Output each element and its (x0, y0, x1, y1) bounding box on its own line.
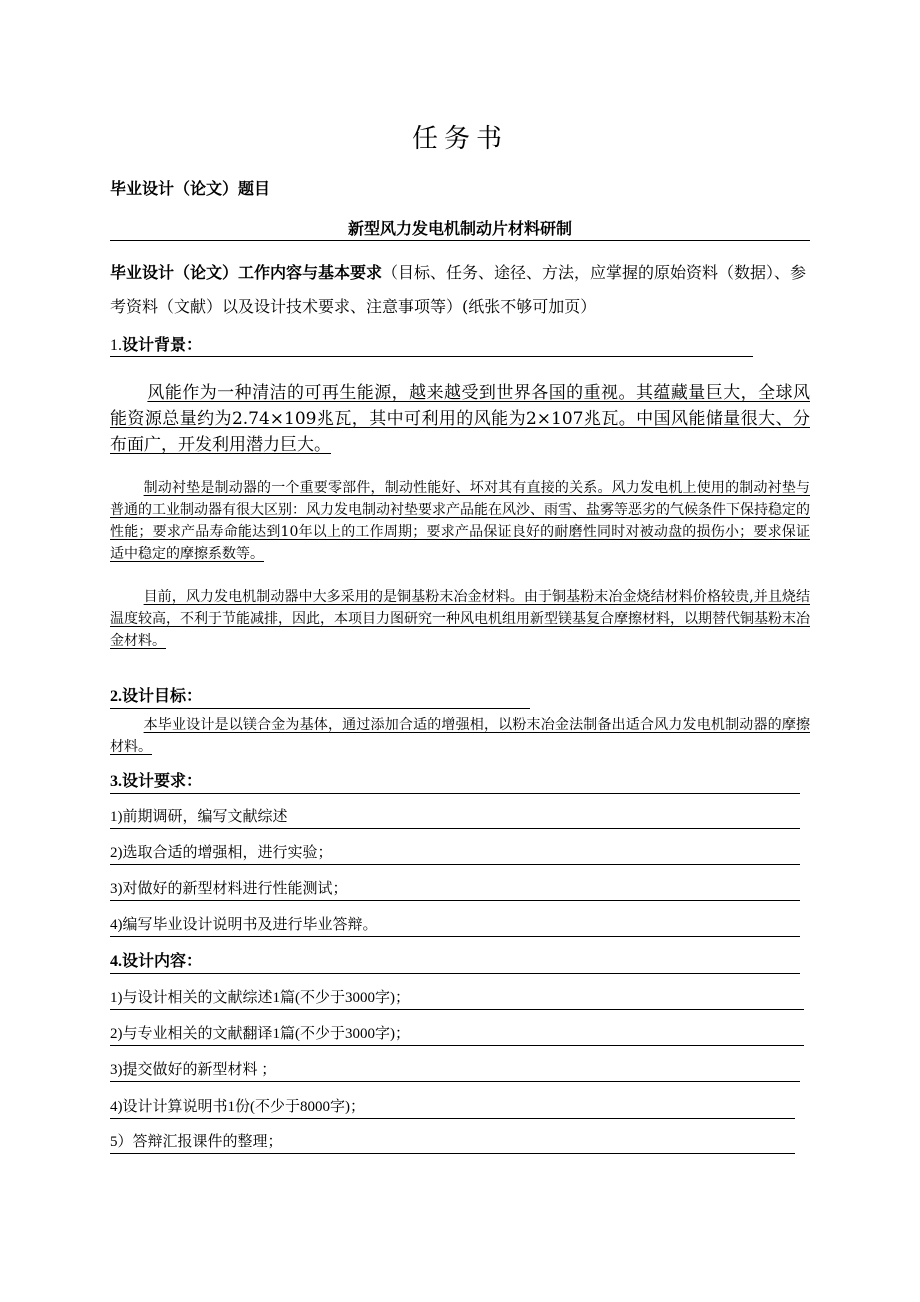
goal-text: 本毕业设计是以镁合金为基体，通过添加合适的增强相，以粉末冶金法制备出适合风力发电机制动器的摩擦材料。 (110, 717, 810, 755)
list-item: 4)设计计算说明书1份(不少于8000字)； (110, 1096, 795, 1119)
document-title: 任务书 (411, 124, 508, 154)
section-requirements-heading: 3.设计要求： (110, 771, 800, 794)
background-paragraph: 制动衬垫是制动器的一个重要零部件，制动性能好、坏对其有直接的关系。风力发电机上使用的制动衬垫与普通的工业制动器有很大区别：风力发电制动衬垫要求产品能在风沙、雨雪、盐雾等恶劣的气候条件下保持稳定的性能；要求产品寿命能达到10年以上的工作周期；要求产品保证良好的耐磨性同时对被动盘的损伤小；要求保证适中稳定的摩擦系数等。 (110, 480, 810, 562)
list-item: 1)与设计相关的文献综述1篇(不少于3000字)； (110, 987, 804, 1010)
background-paragraph: 目前，风力发电机制动器中大多采用的是铜基粉末冶金材料。由于铜基粉末冶金烧结材料价格较贵,并且烧结温度较高，不利于节能减排，因此，本项目力图研究一种风电机组用新型镁基复合摩擦材料，以期替代铜基粉末冶金材料。 (110, 589, 810, 649)
requirements-heading: 毕业设计（论文）工作内容与基本要求 (110, 263, 383, 282)
background-paragraph: 风能作为一种清洁的可再生能源，越来越受到世界各国的重视。其蕴藏量巨大，全球风能资源总量约为2.74×109兆瓦，其中可利用的风能为2×107兆瓦。中国风能储量很大、分布面广，开发利用潜力巨大。 (110, 383, 810, 455)
list-item: 3)对做好的新型材料进行性能测试； (110, 878, 800, 901)
topic-label: 毕业设计（论文）题目 (110, 179, 271, 198)
list-item: 2)与专业相关的文献翻译1篇(不少于3000字)； (110, 1023, 804, 1046)
list-item: 2)选取合适的增强相，进行实验； (110, 842, 800, 865)
requirements-block (110, 256, 815, 324)
section-number: 1. (110, 337, 122, 354)
list-item: 1)前期调研，编写文献综述 (110, 806, 800, 829)
topic-title: 新型风力发电机制动片材料研制 (110, 218, 810, 241)
list-item: 4)编写毕业设计说明书及进行毕业答辩。 (110, 914, 800, 937)
section-goal-heading: 2.设计目标： (110, 686, 530, 709)
section-title: 设计背景： (122, 335, 203, 354)
section-background-heading (110, 334, 753, 357)
list-item: 3)提交做好的新型材料 ； (110, 1059, 800, 1082)
requirements-note: （目标、任务、途径、方法，应掌握的原始资料（数据）、参考资料（文献）以及设计技术要求、注意事项等）(纸张不够可加页） (110, 263, 807, 316)
list-item: 5）答辩汇报课件的整理； (110, 1131, 795, 1154)
section-content-heading: 4.设计内容： (110, 951, 800, 974)
